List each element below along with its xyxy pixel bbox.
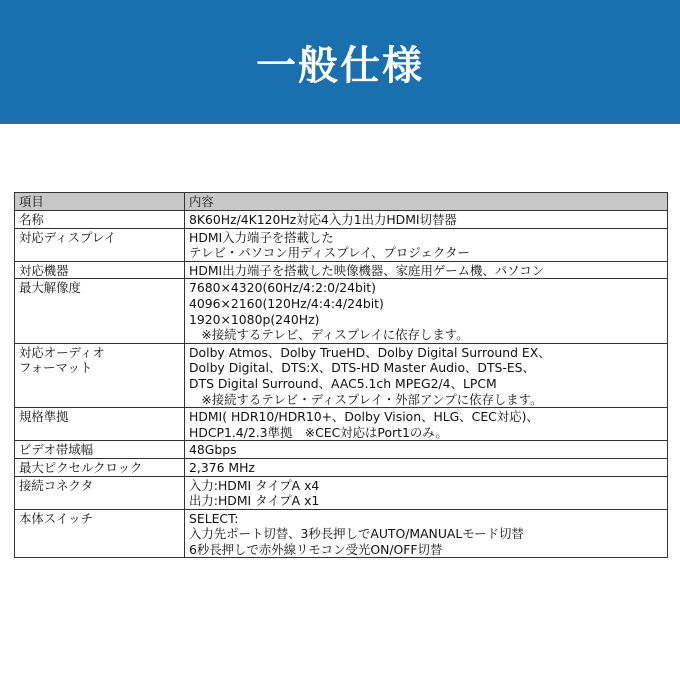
spec-value-line: 入力:HDMI タイプA x4 (189, 477, 320, 493)
spec-value-line: DTS Digital Surround、AAC5.1ch MPEG2/4、LPCM (189, 375, 497, 391)
table-row (15, 458, 668, 476)
spec-item-value (185, 441, 668, 459)
spec-item-label: ビデオ帯域幅 (15, 441, 185, 459)
spec-value-line: HDMI( HDR10/HDR10+、Dolby Vision、HLG、CEC対応)、 (189, 409, 539, 425)
spec-item-value (185, 343, 668, 407)
spec-item-value (185, 408, 668, 441)
spec-value-line: 6秒長押しで赤外線リモコン受光ON/OFF切替 (189, 541, 443, 557)
table-row (15, 476, 668, 509)
spec-item-label: 対応オーディオ フォーマット (15, 343, 185, 407)
spec-value-line: Dolby Atmos、Dolby TrueHD、Dolby Digital Surround EX、 (189, 344, 551, 360)
spec-table-body (15, 211, 668, 558)
spec-table (14, 192, 668, 558)
table-row (15, 509, 668, 558)
spec-item-value (185, 211, 668, 229)
spec-value-line: 入力先ポート切替、3秒長押しでAUTO/MANUALモード切替 (189, 526, 524, 542)
spec-value-line: HDMI入力端子を搭載した (189, 229, 334, 245)
table-row (15, 408, 668, 441)
spec-value-line: 8K60Hz/4K120Hz対応4入力1出力HDMI切替器 (189, 212, 457, 227)
spec-value-line: 1920×1080p(240Hz) (189, 311, 320, 327)
table-row (15, 211, 668, 229)
spec-item-label: 接続コネクタ (15, 476, 185, 509)
spec-value-line: 48Gbps (189, 442, 237, 458)
table-row (15, 228, 668, 261)
spec-value-line: HDMI出力端子を搭載した映像機器、家庭用ゲーム機、パソコン (189, 262, 545, 278)
spec-value-line: Dolby Digital、DTS:X、DTS-HD Master Audio、DTS-ES、 (189, 360, 535, 376)
spec-item-value (185, 279, 668, 343)
table-header-row (15, 193, 668, 211)
spec-item-label: 対応ディスプレイ (15, 228, 185, 261)
spec-item-value (185, 228, 668, 261)
spec-item-label: 対応機器 (15, 261, 185, 279)
page-title: 一般仕様 (256, 42, 424, 89)
spec-value-line: SELECT: (189, 510, 239, 526)
table-row (15, 261, 668, 279)
spec-item-value (185, 476, 668, 509)
spec-value-line: 2,376 MHz (189, 459, 255, 475)
title-banner (0, 0, 680, 124)
spec-item-label: 最大解像度 (15, 279, 185, 343)
table-row (15, 441, 668, 459)
spec-value-line: HDCP1.4/2.3準拠 ※CEC対応はPort1のみ。 (189, 424, 448, 440)
column-header-item: 項目 (15, 193, 185, 211)
spec-value-line: テレビ・パソコン用ディスプレイ、プロジェクター (189, 245, 470, 261)
spec-value-line: 出力:HDMI タイプA x1 (189, 493, 320, 509)
spec-value-line: 7680×4320(60Hz/4:2:0/24bit) (189, 280, 376, 296)
spec-value-line: ※接続するテレビ、ディスプレイに依存します。 (189, 327, 469, 343)
spec-item-label: 本体スイッチ (15, 509, 185, 558)
table-row (15, 343, 668, 407)
spec-item-label: 最大ピクセルクロック (15, 458, 185, 476)
spec-item-value (185, 509, 668, 558)
spec-item-label: 規格準拠 (15, 408, 185, 441)
spec-value-line: 4096×2160(120Hz/4:4:4/24bit) (189, 295, 384, 311)
spec-item-label: 名称 (15, 211, 185, 229)
table-row (15, 279, 668, 343)
column-header-content: 内容 (185, 193, 668, 211)
spec-item-value (185, 261, 668, 279)
spec-item-value (185, 458, 668, 476)
spec-value-line: ※接続するテレビ・ディスプレイ・外部アンプに依存します。 (189, 391, 543, 407)
